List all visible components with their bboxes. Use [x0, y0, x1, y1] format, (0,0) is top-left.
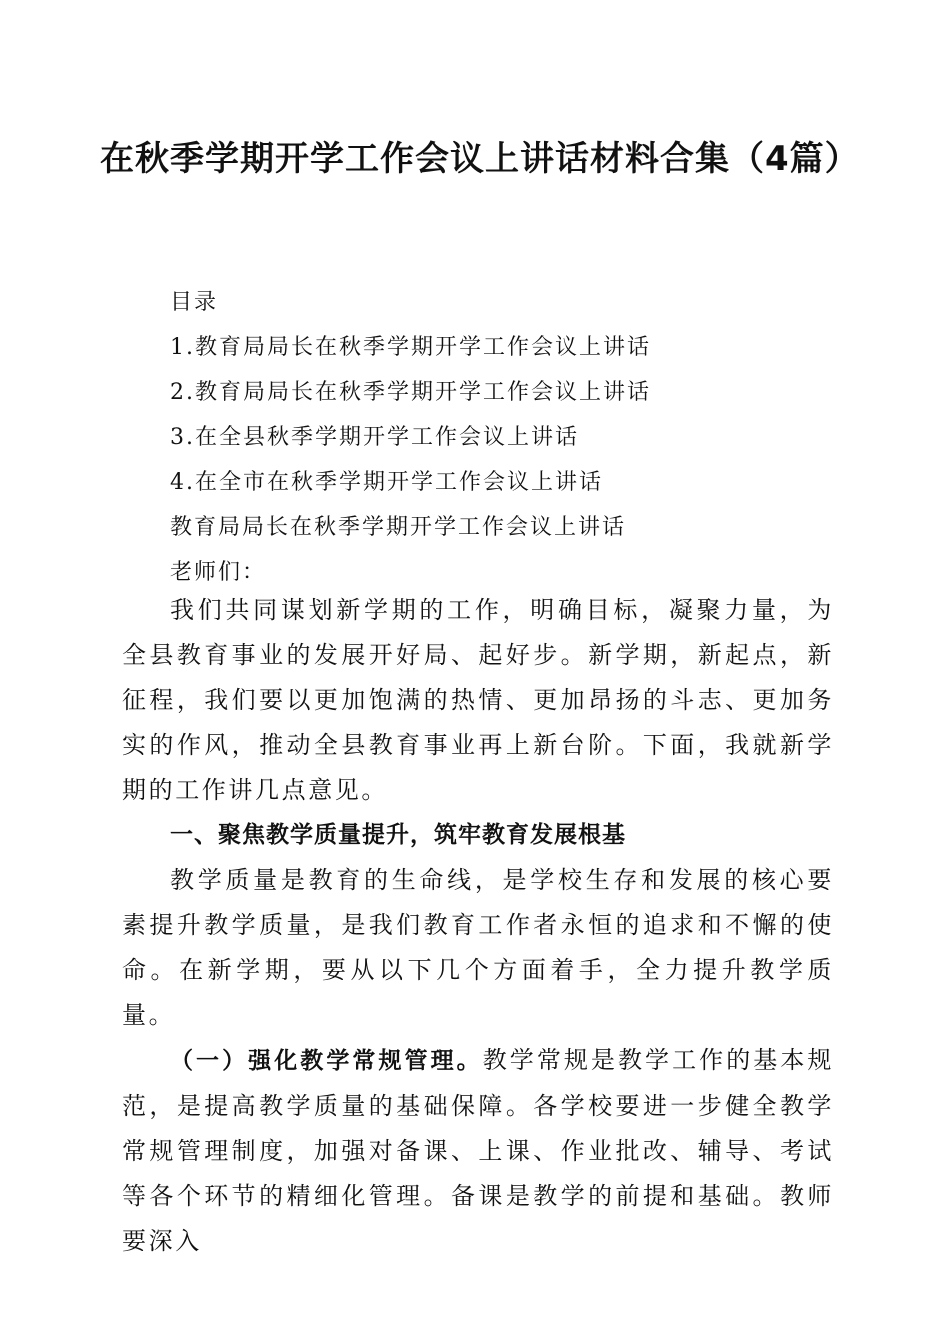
document-body: [122, 588, 834, 1264]
toc-item: 2.教育局局长在秋季学期开学工作会议上讲话: [170, 380, 651, 405]
speech-title: 教育局局长在秋季学期开学工作会议上讲话: [170, 515, 627, 540]
section-heading: 一、聚焦教学质量提升，筑牢教育发展根基: [170, 822, 626, 848]
toc-item: 1.教育局局长在秋季学期开学工作会议上讲话: [170, 335, 651, 360]
toc-item: 3.在全县秋季学期开学工作会议上讲话: [170, 425, 579, 450]
document-title: 在秋季学期开学工作会议上讲话材料合集（4篇）: [100, 139, 860, 179]
subsection-lead: （一）强化教学常规管理。: [170, 1048, 483, 1074]
section-paragraph: 教学质量是教育的生命线，是学校生存和发展的核心要素提升教学质量，是我们教育工作者永恒的追求和不懈的使命。在新学期，要从以下几个方面着手，全力提升教学质量。: [122, 866, 834, 1029]
intro-paragraph: 我们共同谋划新学期的工作，明确目标，凝聚力量，为全县教育事业的发展开好局、起好步。新学期，新起点，新征程，我们要以更加饱满的热情、更加昂扬的斗志、更加务实的作风，推动全县教育事业再上新台阶。下面，我就新学期的工作讲几点意见。: [122, 596, 834, 804]
toc-heading: 目录: [170, 290, 219, 315]
table-of-contents: [170, 280, 870, 595]
subsection-paragraph: [122, 1038, 834, 1264]
toc-item: 4.在全市在秋季学期开学工作会议上讲话: [170, 470, 603, 495]
salutation: 老师们：: [170, 560, 267, 585]
subsection-text: 教学常规是教学工作的基本规范，是提高教学质量的基础保障。各学校要进一步健全教学常规管理制度，加强对备课、上课、作业批改、辅导、考试等各个环节的精细化管理。备课是教学的前提和基础。教师要深入: [122, 1046, 834, 1255]
